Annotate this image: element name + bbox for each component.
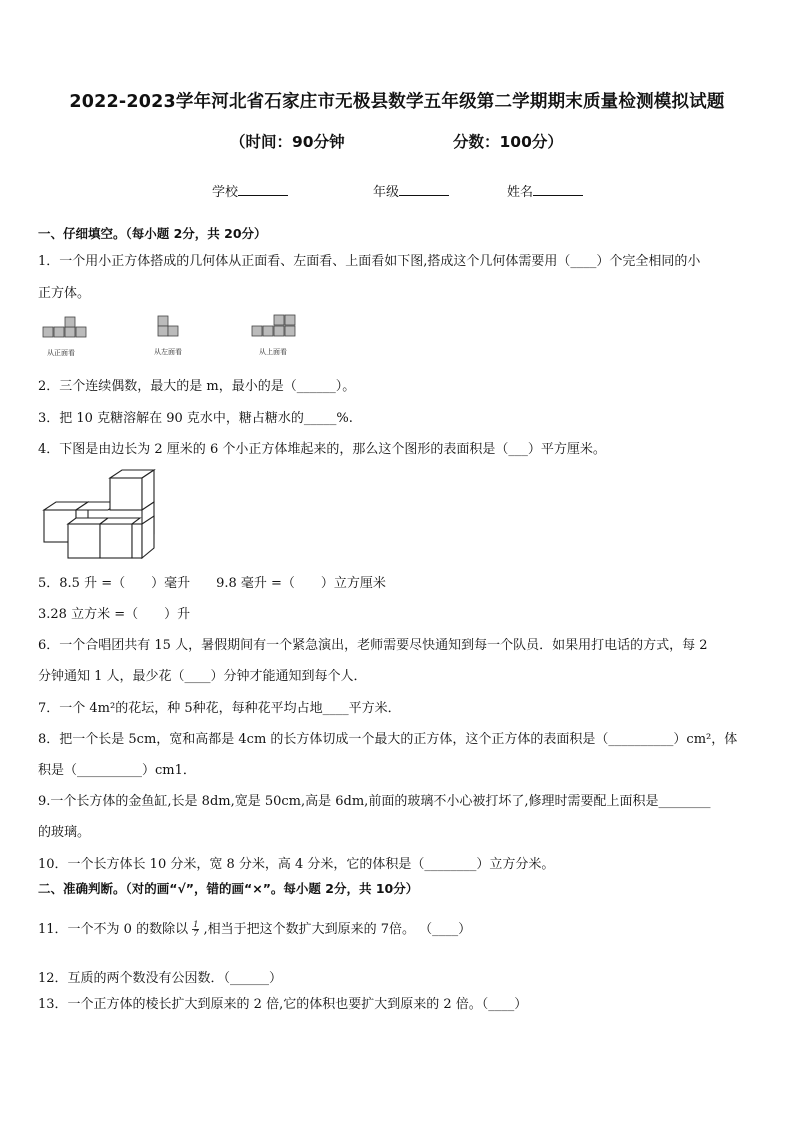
question-8-line-2: 积是（__________）cm1． (38, 763, 196, 778)
name-blank (533, 183, 583, 196)
fraction-one-seventh (192, 921, 199, 938)
time-limit: （时间：90分钟 (230, 133, 345, 151)
question-11-suffix: ,相当于把这个数扩大到原来的 7倍。 （____） (203, 922, 472, 937)
question-13: 13．一个正方体的棱长扩大到原来的 2 倍,它的体积也要扩大到原来的 2 倍。（____） (38, 997, 528, 1012)
cube-stack-figure (40, 468, 165, 564)
name-label: 姓名 (507, 185, 534, 200)
question-9-line-1: 9.一个长方体的金鱼缸,长是 8dm,宽是 50cm,高是 6dm,前面的玻璃不小心被打坏了,修理时需要配上面积是________ (38, 794, 711, 809)
front-view-figure (42, 315, 88, 343)
question-3: 3．把 10 克糖溶解在 90 克水中，糖占糖水的_____%. (38, 411, 353, 426)
section-2-heading: 二、准确判断。（对的画“√”，错的画“×”。每小题 2分，共 10分） (38, 881, 419, 896)
fraction-denominator: 7 (193, 929, 199, 938)
top-view-figure (251, 313, 297, 339)
left-view-caption: 从左面看 (154, 348, 182, 356)
question-12: 12．互质的两个数没有公因数．（______） (38, 971, 283, 986)
front-view-caption: 从正面看 (47, 349, 75, 357)
total-score: 分数：100分） (453, 133, 563, 151)
question-11 (38, 918, 471, 938)
left-view-figure (157, 314, 181, 340)
school-label: 学校 (212, 185, 239, 200)
question-11-prefix: 11．一个不为 0 的数除以 (38, 922, 189, 937)
question-5-line-1: 5．8.5 升 =（ ）毫升 9.8 毫升 =（ ）立方厘米 (38, 576, 386, 591)
question-6-line-2: 分钟通知 1 人，最少花（____）分钟才能通知到每个人． (38, 669, 367, 684)
question-10: 10．一个长方体长 10 分米，宽 8 分米，高 4 分米，它的体积是（________）立方分米。 (38, 857, 555, 872)
section-1-heading: 一、仔细填空。（每小题 2分，共 20分） (38, 226, 267, 241)
school-field (212, 181, 288, 200)
fraction-numerator: 1 (193, 920, 199, 929)
top-view-caption: 从上面看 (259, 348, 287, 356)
question-1-line-2: 正方体。 (38, 286, 91, 301)
question-2: 2．三个连续偶数，最大的是 m，最小的是（______）。 (38, 379, 356, 394)
question-7: 7．一个 4m²的花坛，种 5种花，每种花平均占地____平方米． (38, 701, 401, 716)
question-5-line-2: 3.28 立方米 =（ ）升 (38, 607, 191, 622)
grade-blank (399, 183, 449, 196)
grade-label: 年级 (373, 185, 400, 200)
question-6-line-1: 6．一个合唱团共有 15 人，暑假期间有一个紧急演出，老师需要尽快通知到每一个队员．如果用打电话的方式，每 2 (38, 638, 708, 653)
exam-title: 2022-2023学年河北省石家庄市无极县数学五年级第二学期期末质量检测模拟试题 (69, 92, 725, 112)
question-1-line-1: 1．一个用小正方体搭成的几何体从正面看、左面看、上面看如下图,搭成这个几何体需要用（____）个完全相同的小 (38, 254, 701, 269)
question-8-line-1: 8．把一个长是 5cm，宽和高都是 4cm 的长方体切成一个最大的正方体，这个正方体的表面积是（__________）cm²，体 (38, 732, 738, 747)
question-4: 4．下图是由边长为 2 厘米的 6 个小正方体堆起来的，那么这个图形的表面积是（___）平方厘米。 (38, 442, 606, 457)
name-field (507, 181, 583, 200)
question-9-line-2: 的玻璃。 (38, 825, 91, 840)
school-blank (238, 183, 288, 196)
grade-field (373, 181, 449, 200)
